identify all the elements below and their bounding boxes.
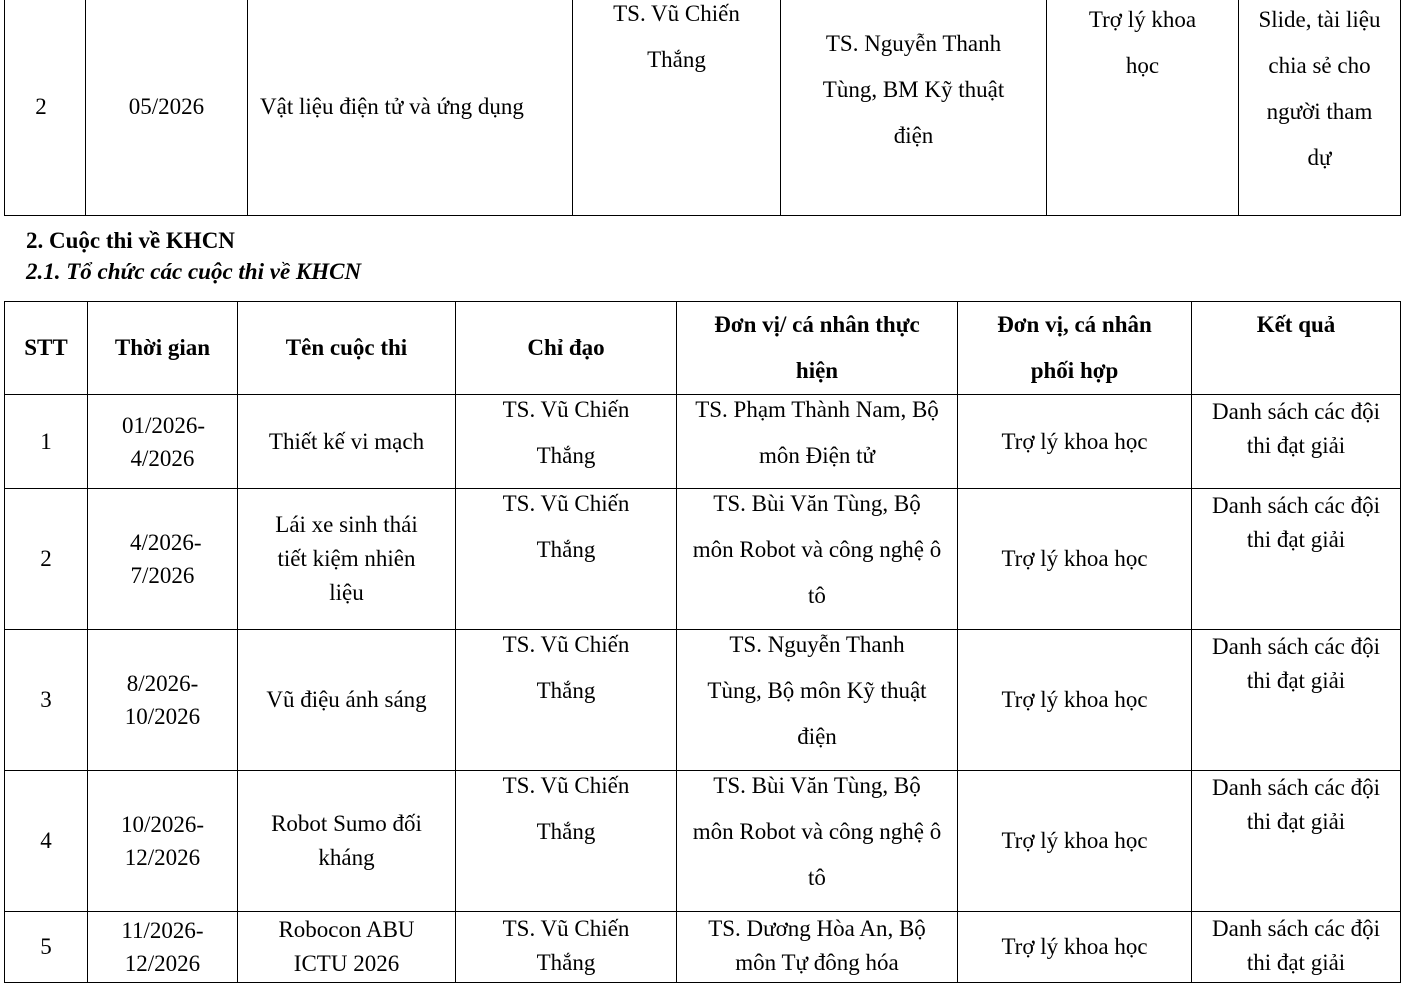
cell-stt: 5 xyxy=(5,912,88,983)
cell-performer xyxy=(677,395,958,489)
performer-text: TS. Nguyễn Thanh Tùng, BM Kỹ thuật điện xyxy=(822,31,1005,148)
subsection-heading: 2.1. Tổ chức các cuộc thi về KHCN xyxy=(26,259,362,284)
cell-director xyxy=(456,912,677,983)
contest-table xyxy=(4,301,1401,983)
cell-director xyxy=(456,630,677,771)
table-row xyxy=(5,0,1401,216)
cell-coordinator: Trợ lý khoa học xyxy=(958,912,1192,983)
time-text: 8/2026-10/2026 xyxy=(124,671,201,729)
cell-result xyxy=(1239,0,1401,216)
performer-text: TS. Dương Hòa An, Bộ môn Tự đông hóa xyxy=(708,916,926,975)
time-text: 4/2026-7/2026 xyxy=(130,530,202,588)
time-text: 11/2026-12/2026 xyxy=(121,918,204,976)
result-text: Danh sách các đội thi đạt giải xyxy=(1212,634,1380,693)
cell-performer xyxy=(677,489,958,630)
cell-stt: 2 xyxy=(5,0,86,216)
header-coordinator-text: Đơn vị, cá nhân phối hợp xyxy=(997,312,1152,383)
section-heading: 2. Cuộc thi về KHCN xyxy=(26,228,235,253)
header-performer-text: Đơn vị/ cá nhân thực hiện xyxy=(714,312,920,383)
header-result-text: Kết quả xyxy=(1256,312,1336,337)
table-header-row xyxy=(5,302,1401,395)
header-time: Thời gian xyxy=(88,302,238,395)
table-row xyxy=(5,630,1401,771)
cell-performer xyxy=(677,912,958,983)
name-text: Robocon ABU ICTU 2026 xyxy=(278,917,415,976)
table-row xyxy=(5,395,1401,489)
cell-time: 05/2026 xyxy=(86,0,248,216)
cell-time xyxy=(88,395,238,489)
cell-result xyxy=(1192,489,1401,630)
result-text: Danh sách các đội thi đạt giải xyxy=(1212,493,1380,552)
cell-coordinator: Trợ lý khoa học xyxy=(958,630,1192,771)
cell-result xyxy=(1192,912,1401,983)
header-performer xyxy=(677,302,958,395)
cell-coordinator: Trợ lý khoa học xyxy=(958,771,1192,912)
header-director: Chỉ đạo xyxy=(456,302,677,395)
cell-performer xyxy=(781,0,1047,216)
performer-text: TS. Bùi Văn Tùng, Bộ môn Robot và công nghệ ô tô xyxy=(692,491,942,608)
header-result xyxy=(1192,302,1401,395)
cell-result xyxy=(1192,771,1401,912)
result-text: Danh sách các đội thi đạt giải xyxy=(1212,399,1380,458)
director-text: TS. Vũ Chiến Thắng xyxy=(502,916,630,975)
time-text: 10/2026-12/2026 xyxy=(120,812,205,870)
cell-name: Vũ điệu ánh sáng xyxy=(238,630,456,771)
cell-director xyxy=(456,771,677,912)
cell-time xyxy=(88,489,238,630)
director-text: TS. Vũ Chiến Thắng xyxy=(502,632,630,703)
cell-result xyxy=(1192,395,1401,489)
result-text: Danh sách các đội thi đạt giải xyxy=(1212,775,1380,834)
cell-name: Vật liệu điện tử và ứng dụng xyxy=(248,0,573,216)
cell-stt: 2 xyxy=(5,489,88,630)
table-row xyxy=(5,771,1401,912)
time-text: 01/2026-4/2026 xyxy=(122,412,206,471)
cell-director xyxy=(456,489,677,630)
cell-time xyxy=(88,912,238,983)
director-text: TS. Vũ Chiến Thắng xyxy=(502,397,630,468)
name-text: Lái xe sinh thái tiết kiệm nhiên liệu xyxy=(275,512,418,605)
cell-coordinator xyxy=(1047,0,1239,216)
performer-text: TS. Nguyễn Thanh Tùng, Bộ môn Kỹ thuật điện xyxy=(707,632,927,749)
director-text: TS. Vũ Chiến Thắng xyxy=(502,491,630,562)
cell-time xyxy=(88,771,238,912)
table-row xyxy=(5,489,1401,630)
director-text: TS. Vũ Chiến Thắng xyxy=(502,773,630,844)
performer-text: TS. Bùi Văn Tùng, Bộ môn Robot và công nghệ ô tô xyxy=(692,773,942,890)
cell-result xyxy=(1192,630,1401,771)
cell-coordinator: Trợ lý khoa học xyxy=(958,489,1192,630)
cell-director xyxy=(573,0,781,216)
cell-name xyxy=(238,489,456,630)
cell-name: Thiết kế vi mạch xyxy=(238,395,456,489)
previous-activities-table xyxy=(4,0,1401,216)
cell-time xyxy=(88,630,238,771)
cell-performer xyxy=(677,630,958,771)
result-text: Slide, tài liệu chia sẻ cho người tham dự xyxy=(1258,7,1381,170)
performer-text: TS. Phạm Thành Nam, Bộ môn Điện tử xyxy=(695,397,939,468)
cell-director xyxy=(456,395,677,489)
cell-name xyxy=(238,771,456,912)
cell-performer xyxy=(677,771,958,912)
table-row xyxy=(5,912,1401,983)
cell-stt: 4 xyxy=(5,771,88,912)
cell-name xyxy=(238,912,456,983)
cell-coordinator: Trợ lý khoa học xyxy=(958,395,1192,489)
header-coordinator xyxy=(958,302,1192,395)
cell-stt: 1 xyxy=(5,395,88,489)
coordinator-text: Trợ lý khoa học xyxy=(1088,7,1197,78)
result-text: Danh sách các đội thi đạt giải xyxy=(1212,916,1380,975)
name-text: Robot Sumo đối kháng xyxy=(271,811,422,870)
director-text: TS. Vũ Chiến Thắng xyxy=(613,1,740,72)
cell-stt: 3 xyxy=(5,630,88,771)
header-name: Tên cuộc thi xyxy=(238,302,456,395)
header-stt: STT xyxy=(5,302,88,395)
